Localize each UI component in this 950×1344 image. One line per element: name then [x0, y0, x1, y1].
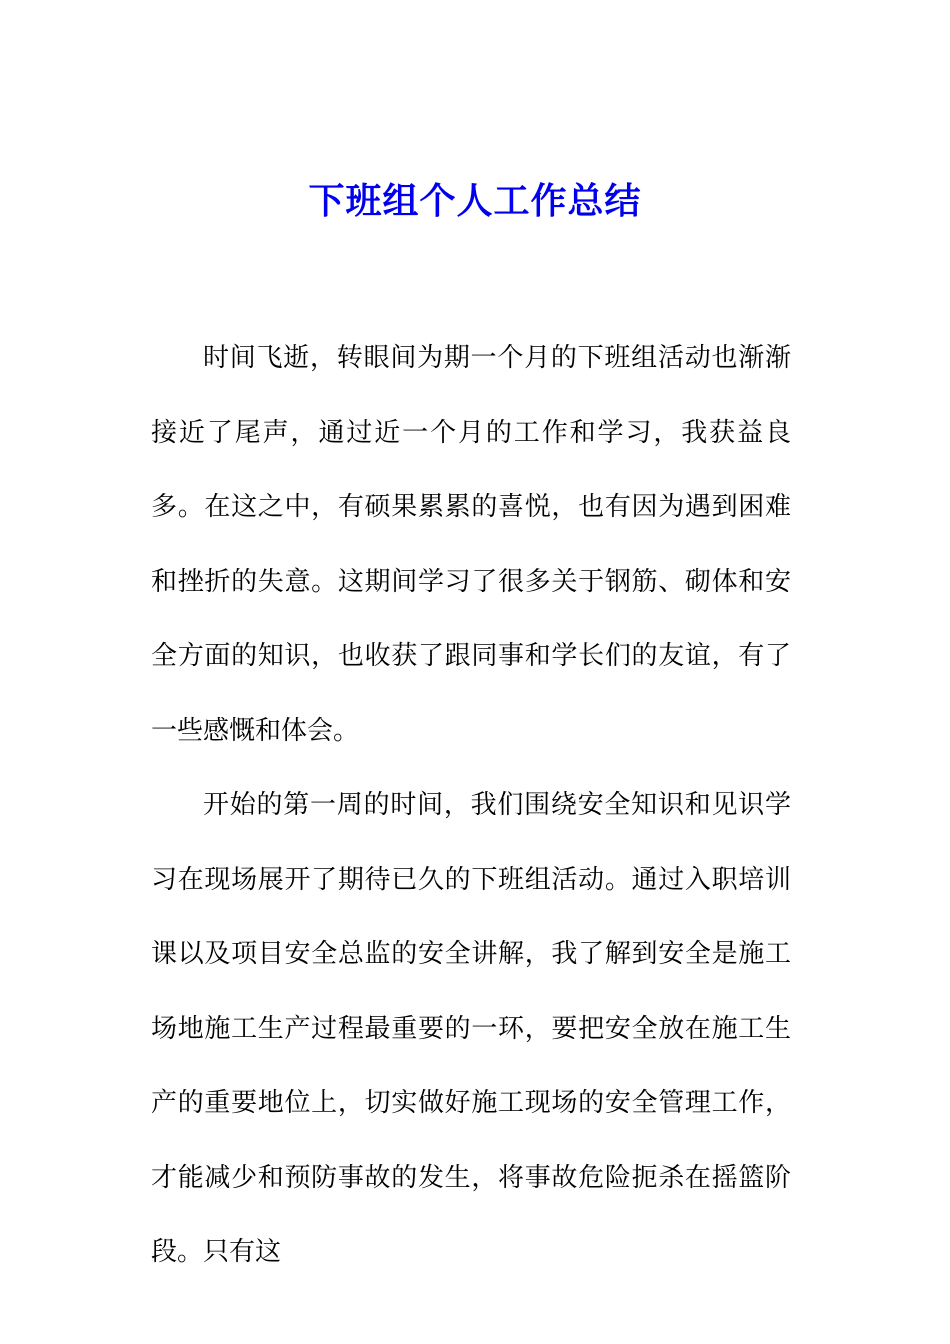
- paragraph-1: 时间飞逝，转眼间为期一个月的下班组活动也渐渐接近了尾声，通过近一个月的工作和学习，我获益良多。在这之中，有硕果累累的喜悦，也有因为遇到困难和挫折的失意。这期间学习了很多关于钢筋、砌体和安全方面的知识，也收获了跟同事和学长们的友谊，有了一些感慨和体会。: [151, 343, 791, 746]
- paragraph-2: 开始的第一周的时间，我们围绕安全知识和见识学习在现场展开了期待已久的下班组活动。通过入职培训课以及项目安全总监的安全讲解，我了解到安全是施工场地施工生产过程最重要的一环，要把安全放在施工生产的重要地位上，切实做好施工现场的安全管理工作，才能减少和预防事故的发生，将事故危险扼杀在摇篮阶段。只有这: [151, 790, 791, 1267]
- document-title: 下班组个人工作总结: [308, 181, 642, 222]
- document-body: [151, 321, 791, 1290]
